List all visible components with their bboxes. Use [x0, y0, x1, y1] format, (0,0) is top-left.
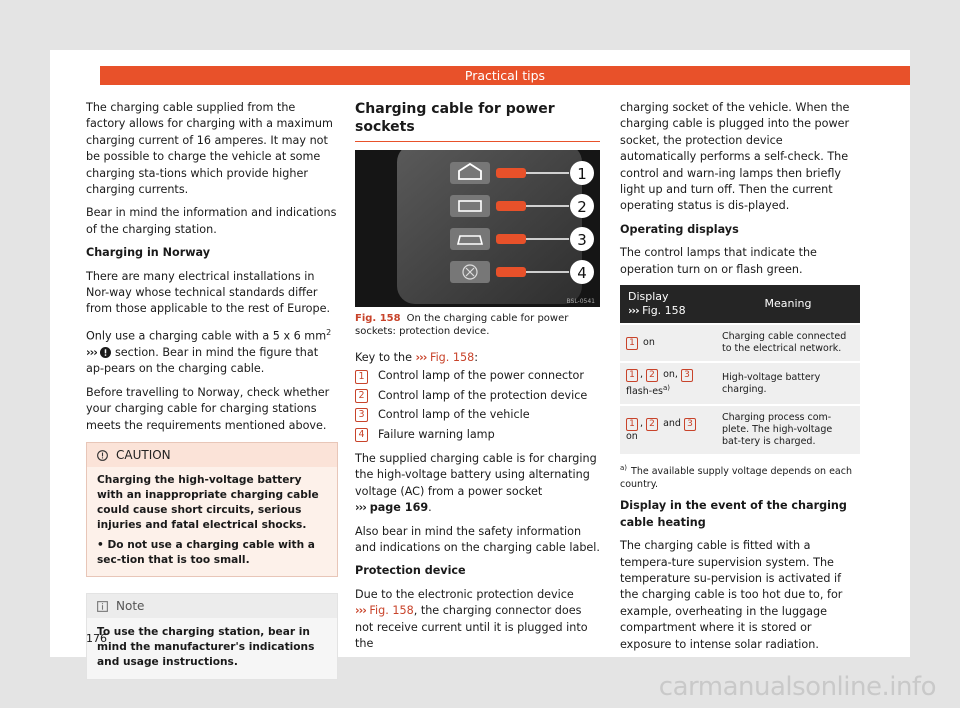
key-intro-colon: : — [474, 351, 479, 364]
section-title: Charging cable for power sockets — [355, 100, 600, 142]
column-middle — [355, 100, 600, 660]
display-separator: , — [640, 369, 647, 381]
info-circle-icon — [100, 347, 111, 358]
table-cell-meaning: High-voltage battery charging. — [716, 362, 860, 405]
ref-arrows: ››› — [355, 501, 366, 515]
ref-arrows: ››› — [415, 351, 427, 364]
callout-2: 2 — [577, 198, 587, 216]
note-icon — [97, 601, 108, 612]
column-left — [86, 100, 338, 680]
number-badge: 1 — [626, 418, 638, 431]
number-badge: 2 — [355, 389, 368, 403]
paragraph-norway-standards: There are many electrical installations in Nor-way whose technical standards differ from those applicable to the rest of Europe. — [86, 269, 331, 316]
footnote — [620, 462, 860, 491]
protection-text-end: , the charging connector does not receive current until it is plugged into the — [355, 604, 588, 651]
ref-arrows: ››› — [355, 604, 366, 618]
display-suffix: flash-es — [626, 386, 663, 398]
display-separator: on, — [660, 369, 681, 381]
key-intro — [355, 350, 600, 366]
key-item-text: Control lamp of the protection device — [378, 388, 588, 402]
key-item — [355, 388, 600, 404]
caution-body — [87, 467, 337, 576]
note-label: Note — [116, 599, 145, 614]
operating-display-table — [620, 285, 860, 454]
table-header-display — [620, 285, 716, 324]
number-badge: 3 — [681, 369, 693, 382]
callout-3: 3 — [577, 231, 587, 249]
paragraph-supplied-cable — [355, 451, 600, 517]
caution-bullet: • Do not use a charging cable with a sec-tion that is too small. — [97, 539, 315, 567]
figure-link[interactable]: Fig. 158 — [426, 351, 475, 364]
number-badge: 1 — [355, 370, 368, 384]
table-cell-meaning: Charging process com-plete. The high-voltage bat-tery is charged. — [716, 405, 860, 454]
footnote-text: The available supply voltage depends on each country. — [620, 466, 852, 491]
heading-cable-heating: Display in the event of the charging cable heating — [620, 499, 847, 529]
paragraph-protection — [355, 587, 600, 653]
paragraph-max-current: The charging cable supplied from the factory allows for charging with a maximum charging current of 16 amperes. It may not be possible to charge the vehicle at some charging sta-tions which provide higher charging currents. — [86, 101, 333, 197]
figure-link[interactable]: Fig. 158 — [638, 304, 686, 318]
display-suffix: on — [626, 430, 638, 442]
paragraph-self-check: charging socket of the vehicle. When the charging cable is plugged into the power socket, the protection device automatically performs a self-check. The control and warn-ing lamps then briefly light up and turn off. Then the current operating status is dis-played. — [620, 101, 850, 213]
protection-device-illustration — [355, 150, 600, 307]
figure-protection-device — [355, 150, 600, 307]
paragraph-safety: Also bear in mind the safety information and indications on the charging cable label. — [355, 524, 600, 555]
note-body: To use the charging station, bear in mind the manufacturer's indications and usage instructions. — [87, 618, 337, 679]
key-item — [355, 368, 600, 384]
caution-header — [87, 443, 337, 467]
footnote-mark: a) — [620, 464, 628, 473]
table-row — [620, 362, 860, 405]
page-header: Practical tips — [100, 66, 910, 85]
number-badge: 3 — [684, 418, 696, 431]
table-cell-display — [620, 405, 716, 454]
caution-text: Charging the high-voltage battery with an inappropriate charging cable could cause short circuits, serious injuries and fatal electrical shocks. — [97, 474, 319, 532]
key-item-text: Control lamp of the power connector — [378, 369, 584, 383]
paragraph-cable-section — [86, 325, 338, 378]
number-badge: 3 — [355, 408, 368, 422]
table-row — [620, 405, 860, 454]
caution-box — [86, 442, 338, 577]
display-suffix: on — [640, 336, 655, 348]
superscript: 2 — [326, 327, 332, 337]
note-header — [87, 594, 337, 618]
ref-arrows: ››› — [628, 304, 639, 318]
table-header-row — [620, 285, 860, 324]
number-badge: 2 — [646, 369, 658, 382]
supplied-cable-text: The supplied charging cable is for charging the high-voltage battery using alternating voltage (AC) from a power socket — [355, 452, 597, 498]
figure-caption — [355, 312, 600, 338]
header-display-text: Display — [628, 290, 669, 304]
footnote-ref: a) — [663, 384, 671, 393]
figure-caption-text: On the charging cable for power sockets: protection device. — [355, 313, 569, 337]
table-row — [620, 324, 860, 362]
info-circle-icon — [97, 450, 108, 461]
number-badge: 4 — [355, 428, 368, 442]
callout-1: 1 — [577, 165, 587, 183]
figure-label: Fig. 158 — [355, 313, 401, 324]
figure-link[interactable]: Fig. 158 — [365, 604, 414, 618]
cable-section-text: Only use a charging cable with a 5 x 6 mm — [86, 329, 327, 343]
column-right — [620, 100, 860, 660]
note-box — [86, 593, 338, 680]
paragraph-station-info: Bear in mind the information and indications of the charging station. — [86, 206, 337, 236]
page-number: 176 — [86, 632, 107, 645]
manual-page — [50, 50, 910, 669]
display-separator: and — [660, 417, 684, 429]
cable-section-text-end: section. Bear in mind the figure that ap-pears on the charging cable. — [86, 346, 319, 376]
page-link[interactable]: page 169 — [365, 501, 429, 515]
watermark: carmanualsonline.info — [658, 672, 936, 702]
callout-4: 4 — [577, 264, 587, 282]
ref-arrows: ››› — [86, 346, 97, 360]
heading-norway: Charging in Norway — [86, 246, 211, 260]
key-intro-text: Key to the — [355, 351, 416, 364]
paragraph-control-lamps: The control lamps that indicate the operation turn on or flash green. — [620, 246, 817, 276]
display-separator: , — [640, 417, 647, 429]
table-header-meaning: Meaning — [716, 285, 860, 324]
figure-code: BSL-0541 — [566, 298, 595, 305]
key-item — [355, 427, 600, 443]
supplied-cable-end: . — [428, 501, 432, 515]
caution-label: CAUTION — [116, 448, 171, 463]
table-cell-display — [620, 362, 716, 405]
table-cell-meaning: Charging cable connected to the electrical network. — [716, 324, 860, 362]
heading-protection: Protection device — [355, 564, 466, 578]
paragraph-before-travel: Before travelling to Norway, check whether your charging cable for charging stations meets the requirements mentioned above. — [86, 385, 330, 432]
number-badge: 1 — [626, 337, 638, 350]
key-item — [355, 407, 600, 423]
paragraph-temperature: The charging cable is fitted with a tempera-ture supervision system. The temperature su-pervision is activated if the charging cable is too hot due to, for example, overheating in the luggage compartment where it is stored or exposure to intense solar radiation. — [620, 539, 843, 651]
heading-operating-displays: Operating displays — [620, 222, 739, 236]
number-badge: 2 — [646, 418, 658, 431]
key-item-text: Failure warning lamp — [378, 427, 495, 441]
protection-text: Due to the electronic protection device — [355, 587, 574, 601]
table-cell-display — [620, 324, 716, 362]
key-item-text: Control lamp of the vehicle — [378, 408, 530, 422]
number-badge: 1 — [626, 369, 638, 382]
